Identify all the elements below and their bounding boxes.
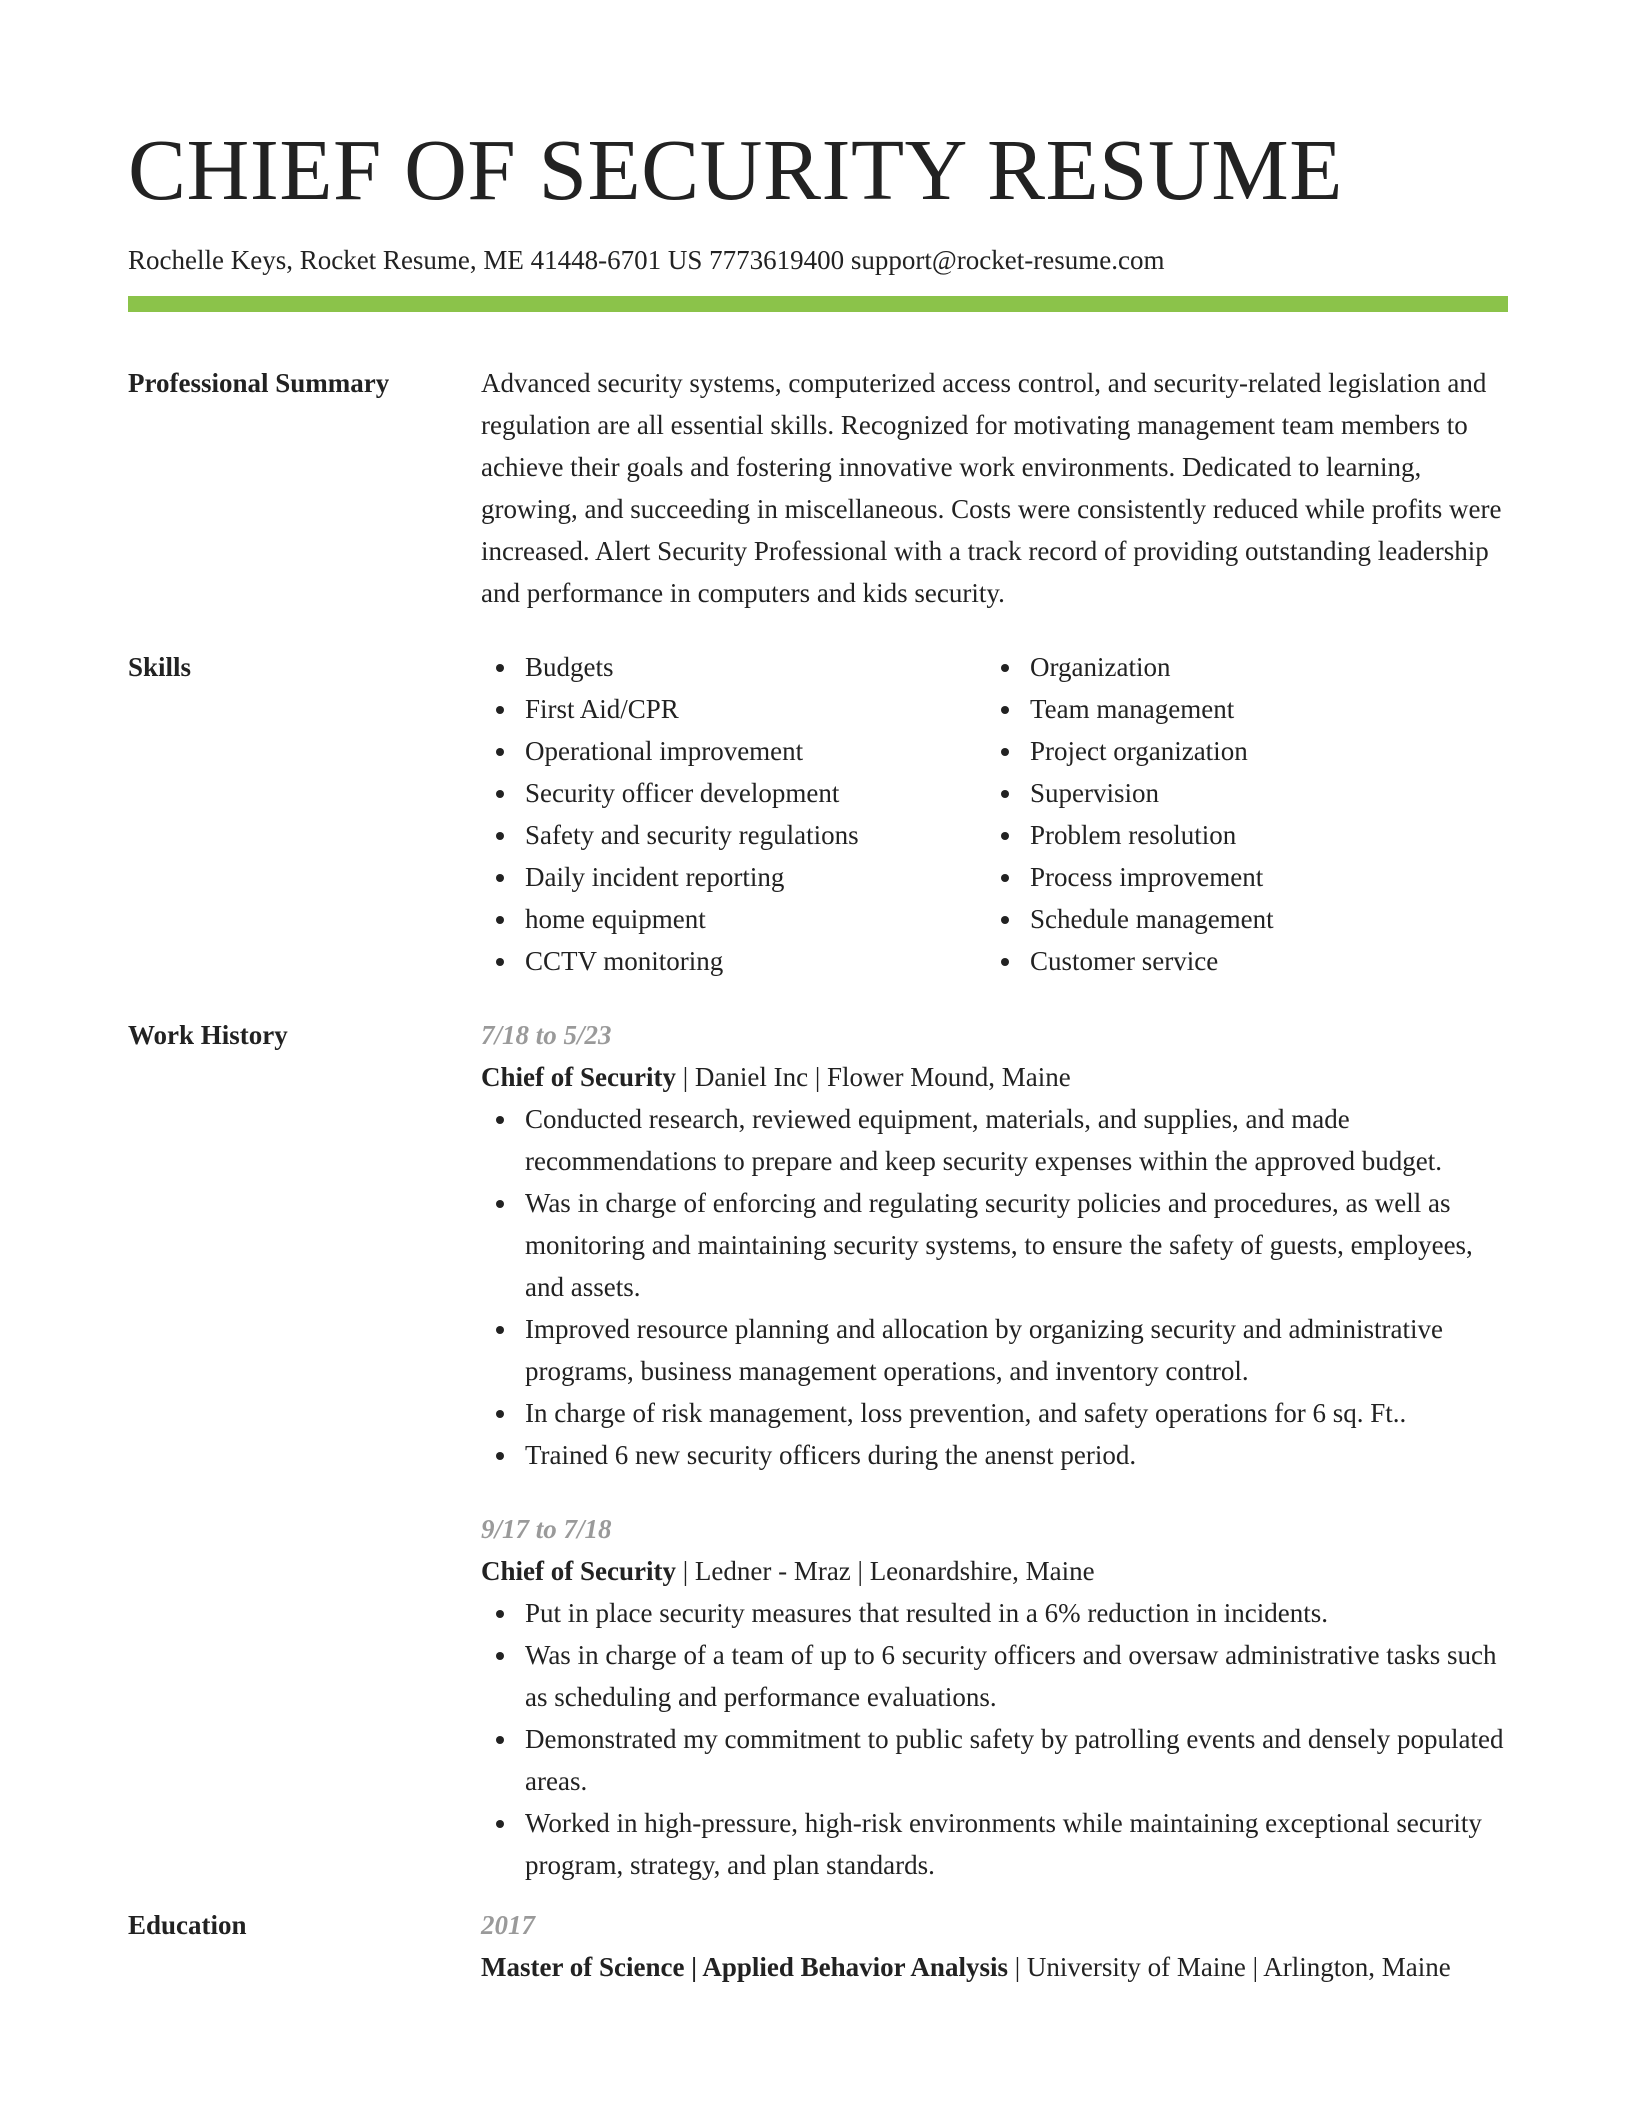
skill-item: Team management <box>986 688 1491 730</box>
responsibility-item: Worked in high-pressure, high-risk environments while maintaining exceptional security program, strategy, and plan standards. <box>481 1802 1508 1886</box>
responsibility-item: Was in charge of a team of up to 6 security officers and oversaw administrative tasks such as scheduling and performance evaluations. <box>481 1634 1508 1718</box>
skill-item: CCTV monitoring <box>481 940 986 982</box>
responsibility-item: Trained 6 new security officers during the anenst period. <box>481 1434 1508 1476</box>
skill-item: Budgets <box>481 646 986 688</box>
job-employer-location: | Daniel Inc | Flower Mound, Maine <box>675 1062 1071 1092</box>
section-heading-work-history: Work History <box>128 1020 288 1050</box>
contact-info: Rochelle Keys, Rocket Resume, ME 41448-6701 US 7773619400 support@rocket-resume.com <box>128 245 1165 275</box>
skill-item: Safety and security regulations <box>481 814 986 856</box>
page-title: CHIEF OF SECURITY RESUME <box>128 121 1343 218</box>
job-responsibilities <box>481 1098 1508 1476</box>
job-title: Chief of Security <box>481 1062 676 1092</box>
responsibility-item: Put in place security measures that resulted in a 6% reduction in incidents. <box>481 1592 1508 1634</box>
skill-item: Customer service <box>986 940 1491 982</box>
responsibility-item: In charge of risk management, loss prevention, and safety operations for 6 sq. Ft.. <box>481 1392 1508 1434</box>
responsibility-item: Conducted research, reviewed equipment, materials, and supplies, and made recommendations to prepare and keep security expenses within the approved budget. <box>481 1098 1508 1182</box>
education-institution: | University of Maine | Arlington, Maine <box>1007 1952 1451 1982</box>
skill-item: Operational improvement <box>481 730 986 772</box>
job-heading <box>481 1550 1508 1592</box>
section-heading-summary: Professional Summary <box>128 368 390 398</box>
degree-title: Master of Science | Applied Behavior Analysis <box>481 1952 1008 1982</box>
skills-body <box>481 646 1508 982</box>
job-entry <box>481 1508 1508 1886</box>
skills-list-left <box>481 646 986 982</box>
skill-item: Supervision <box>986 772 1491 814</box>
summary-text: Advanced security systems, computerized access control, and security-related legislation and regulation are all essential skills. Recognized for motivating management team members to achieve their goals and fostering innovative work environments. Dedicated to learning, growing, and succeeding in miscellaneous. Costs were consistently reduced while profits were increased. Alert Security Professional with a track record of providing outstanding leadership and performance in computers and kids security. <box>481 368 1502 608</box>
job-title: Chief of Security <box>481 1556 676 1586</box>
job-dates: 9/17 to 7/18 <box>481 1514 612 1544</box>
job-entry <box>481 1014 1508 1476</box>
skill-item: Schedule management <box>986 898 1491 940</box>
education-heading <box>481 1946 1508 1988</box>
header-divider <box>128 296 1508 312</box>
skill-item: Process improvement <box>986 856 1491 898</box>
responsibility-item: Was in charge of enforcing and regulating security policies and procedures, as well as monitoring and maintaining security systems, to ensure the safety of guests, employees, and assets. <box>481 1182 1508 1308</box>
work-history-body <box>481 1014 1508 1886</box>
section-heading-skills: Skills <box>128 652 192 682</box>
skill-item: Problem resolution <box>986 814 1491 856</box>
professional-summary-section <box>128 362 1508 614</box>
job-heading <box>481 1056 1508 1098</box>
job-dates: 7/18 to 5/23 <box>481 1020 612 1050</box>
education-year: 2017 <box>481 1910 535 1940</box>
responsibility-item: Improved resource planning and allocation by organizing security and administrative programs, business management operations, and inventory control. <box>481 1308 1508 1392</box>
skill-item: Daily incident reporting <box>481 856 986 898</box>
work-history-section <box>128 1014 1508 1886</box>
section-heading-education: Education <box>128 1910 247 1940</box>
skill-item: Project organization <box>986 730 1491 772</box>
job-responsibilities <box>481 1592 1508 1886</box>
skill-item: First Aid/CPR <box>481 688 986 730</box>
job-employer-location: | Ledner - Mraz | Leonardshire, Maine <box>675 1556 1095 1586</box>
resume-page <box>128 0 1508 1988</box>
skill-item: Organization <box>986 646 1491 688</box>
education-section <box>128 1904 1508 1988</box>
skills-section <box>128 646 1508 982</box>
skills-columns <box>481 646 1508 982</box>
education-body <box>481 1904 1508 1988</box>
responsibility-item: Demonstrated my commitment to public safety by patrolling events and densely populated areas. <box>481 1718 1508 1802</box>
skills-list-right <box>986 646 1491 982</box>
skill-item: Security officer development <box>481 772 986 814</box>
skill-item: home equipment <box>481 898 986 940</box>
